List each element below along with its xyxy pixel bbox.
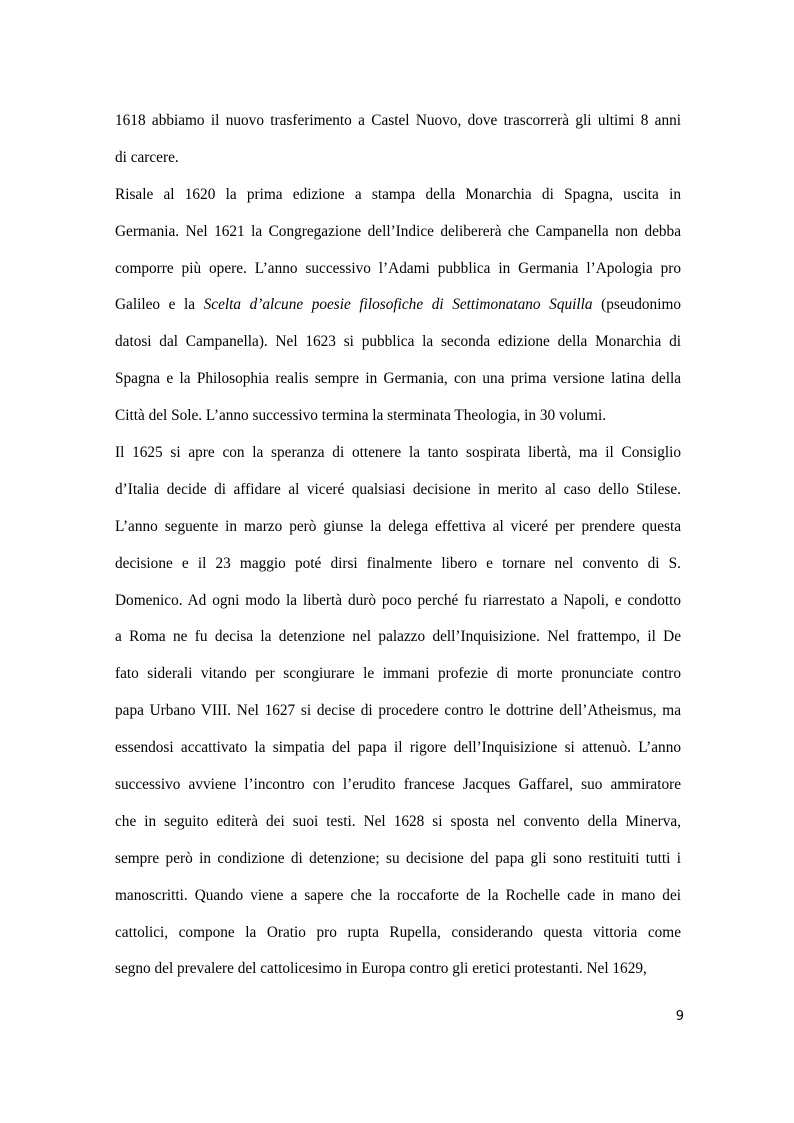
text-segment: cattolici, compone la Oratio pro rupta Rupella, considerando questa vittoria come [115, 923, 681, 941]
text-segment: Domenico. Ad ogni modo la libertà durò poco perché fu riarrestato a Napoli, e condotto [115, 591, 681, 609]
text-segment: a Roma ne fu decisa la detenzione nel palazzo dell’Inquisizione. Nel frattempo, il De [115, 628, 681, 646]
text-segment: di carcere. [115, 148, 179, 166]
text-line [115, 693, 681, 730]
text-line [115, 214, 681, 251]
text-line [115, 546, 681, 583]
text-segment: d’Italia decide di affidare al viceré qualsiasi decisione in merito al caso dello Stilese. [115, 480, 681, 498]
text-line [115, 324, 681, 361]
text-segment: successivo avviene l’incontro con l’erudito francese Jacques Gaffarel, suo ammiratore [115, 776, 681, 794]
text-segment: L’anno seguente in marzo però giunse la delega effettiva al viceré per prendere questa [115, 517, 681, 535]
text-segment: Risale al 1620 la prima edizione a stampa della Monarchia di Spagna, uscita in [115, 185, 681, 203]
text-line [115, 656, 681, 693]
text-segment: Il 1625 si apre con la speranza di ottenere la tanto sospirata libertà, ma il Consiglio [115, 444, 681, 462]
text-segment: papa Urbano VIII. Nel 1627 si decise di procedere contro le dottrine dell’Atheismus, ma [115, 702, 681, 720]
text-line [115, 878, 681, 915]
text-segment: fato siderali vitando per scongiurare le immani profezie di morte pronunciate contro [115, 665, 681, 683]
text-segment: decisione e il 23 maggio poté dirsi finalmente libero e tornare nel convento di S. [115, 554, 681, 572]
body-text [115, 103, 681, 988]
text-line [115, 767, 681, 804]
text-segment: datosi dal Campanella). Nel 1623 si pubblica la seconda edizione della Monarchia di [115, 333, 681, 351]
paragraph [115, 103, 681, 177]
text-segment: comporre più opere. L’anno successivo l’Adami pubblica in Germania l’Apologia pro [115, 259, 681, 277]
text-line [115, 287, 681, 324]
page-number: 9 [675, 1009, 684, 1024]
text-segment: Germania. Nel 1621 la Congregazione dell’Indice delibererà che Campanella non debba [115, 222, 681, 240]
text-segment: Città del Sole. L’anno successivo termina la sterminata Theologia, in 30 volumi. [115, 407, 607, 425]
text-segment: essendosi accattivato la simpatia del papa il rigore dell’Inquisizione si attenuò. L’anno [115, 739, 681, 757]
text-line [115, 251, 681, 288]
text-line [115, 140, 681, 177]
text-segment: segno del prevalere del cattolicesimo in Europa contro gli eretici protestanti. Nel 1629, [115, 960, 647, 978]
text-line [115, 915, 681, 952]
text-segment: che in seguito editerà dei suoi testi. Nel 1628 si sposta nel convento della Minerva, [115, 812, 681, 830]
text-segment: Spagna e la Philosophia realis sempre in Germania, con una prima versione latina della [115, 370, 681, 388]
text-line [115, 951, 681, 988]
text-segment: (pseudonimo [592, 296, 682, 314]
text-line [115, 804, 681, 841]
paragraph [115, 177, 681, 435]
text-segment: manoscritti. Quando viene a sapere che la roccaforte de la Rochelle cade in mano dei [115, 886, 681, 904]
text-line [115, 730, 681, 767]
text-line [115, 398, 681, 435]
text-line [115, 103, 681, 140]
text-line [115, 177, 681, 214]
text-segment: Galileo e la [115, 296, 204, 314]
paragraph [115, 435, 681, 988]
text-line [115, 619, 681, 656]
text-line [115, 841, 681, 878]
text-segment: 1618 abbiamo il nuovo trasferimento a Castel Nuovo, dove trascorrerà gli ultimi 8 anni [115, 112, 681, 129]
text-line [115, 509, 681, 546]
text-line [115, 361, 681, 398]
italic-title: Scelta d’alcune poesie filosofiche di Settimonatano Squilla [203, 296, 593, 314]
text-segment: sempre però in condizione di detenzione; su decisione del papa gli sono restituiti tutti i [115, 849, 681, 867]
text-line [115, 435, 681, 472]
text-line [115, 583, 681, 620]
text-line [115, 472, 681, 509]
